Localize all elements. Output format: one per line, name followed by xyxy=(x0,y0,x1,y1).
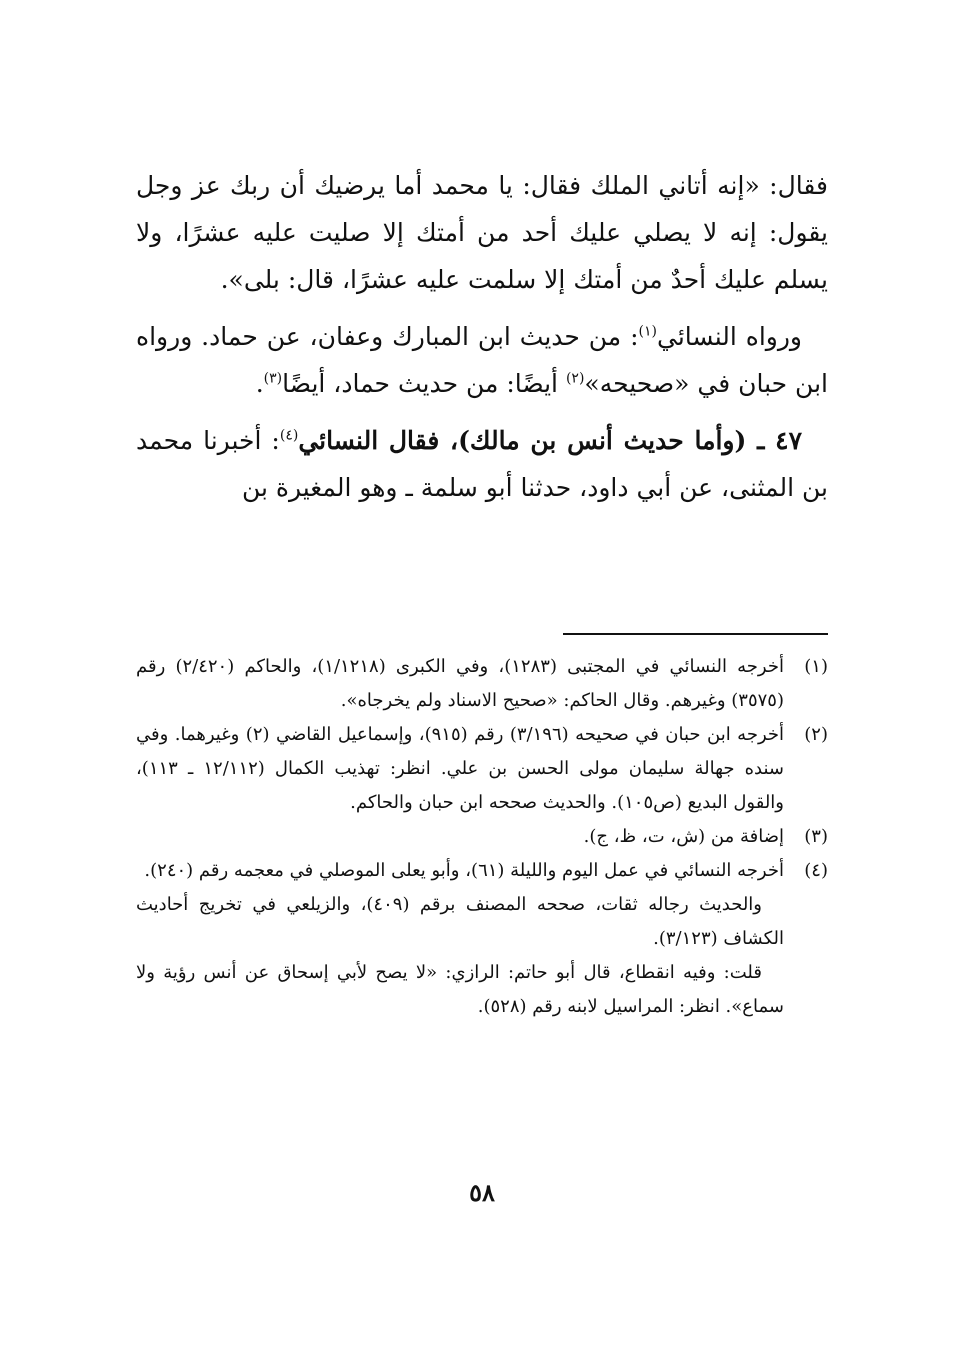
footnotes xyxy=(136,650,828,1024)
footnote xyxy=(136,854,828,888)
narration-text: أيضًا: من حديث حماد، أيضًا xyxy=(282,369,566,398)
footnote xyxy=(136,718,828,820)
footnote-ref-3: (٣) xyxy=(263,370,283,387)
page-number: ٥٨ xyxy=(469,1178,495,1207)
footnote-number: (٢) xyxy=(804,724,828,745)
footnote xyxy=(136,820,828,854)
footnote-text: إضافة من (ش، ت، ظ، ج). xyxy=(583,826,784,847)
main-text xyxy=(136,162,828,521)
footnote-text: أخرجه النسائي في عمل اليوم والليلة (٦١)، وأبو يعلى الموصلي في معجمه رقم (٢٤٠). xyxy=(144,860,784,881)
narration-text: . xyxy=(255,369,264,398)
footnote-number: (٣) xyxy=(804,826,828,847)
footnote-continuation: والحديث رجاله ثقات، صححه المصنف برقم (٤٠٩)، والزيلعي في تخريج أحاديث الكشاف (٣/١٢٣). xyxy=(136,894,784,949)
footnote-number: (١) xyxy=(804,656,828,677)
footnote-ref-4: (٤) xyxy=(279,427,299,444)
footnote-divider xyxy=(563,633,828,635)
section-heading: ٤٧ ـ (وأما حديث أنس بن مالك)، فقال النسائي xyxy=(298,426,803,455)
narration-text: ورواه النسائي xyxy=(657,322,802,351)
paragraph-hadith-text: فقال: «إنه أتاني الملك فقال: يا محمد أما يرضيك أن ربك عز وجل يقول: إنه لا يصلي عليك أحد من أمتك إلا صليت عليه عشرًا، ولا يسلم عليك أحدٌ من أمتك إلا سلمت عليه عشرًا، قال: بلى». xyxy=(136,171,828,294)
footnote-ref-2: (٢) xyxy=(565,370,585,387)
narration-text: : من حديث ابن المبارك وعفان، عن حماد. ورواه ابن حبان في «صحيحه» xyxy=(136,322,828,398)
chain-text: : أخبرنا محمد بن المثنى، عن أبي داود، حدثنا أبو سلمة ـ وهو المغيرة بن xyxy=(136,426,828,502)
footnote xyxy=(136,650,828,718)
paragraph-narrations xyxy=(136,313,828,407)
footnote-continuation: قلت: وفيه انقطاع، قال أبو حاتم: الرازي: «لا يصح لأبي إسحاق عن أنس رؤية ولا سماع». انظر: المراسيل لابنه رقم (٥٢٨). xyxy=(136,962,784,1017)
footnote-number: (٤) xyxy=(804,860,828,881)
paragraph-hadith-47 xyxy=(136,417,828,511)
footnote-text: أخرجه النسائي في المجتبى (١٢٨٣)، وفي الكبرى (١/١٢١٨)، والحاكم (٢/٤٢٠) رقم (٣٥٧٥) وغيرهم. وقال الحاكم: «صحيح الاسناد ولم يخرجاه». xyxy=(136,656,784,711)
footnote-ref-1: (١) xyxy=(638,323,657,340)
footnote-text: أخرجه ابن حبان في صحيحه (٣/١٩٦) رقم (٩١٥)، وإسماعيل القاضي (٢) وغيرهما. وفي سنده جهالة سليمان مولى الحسن بن علي. انظر: تهذيب الكمال (١٢/١١٢ ـ ١١٣)، والقول البديع (ص١٠٥). والحديث صححه ابن حبان والحاكم. xyxy=(136,724,785,813)
